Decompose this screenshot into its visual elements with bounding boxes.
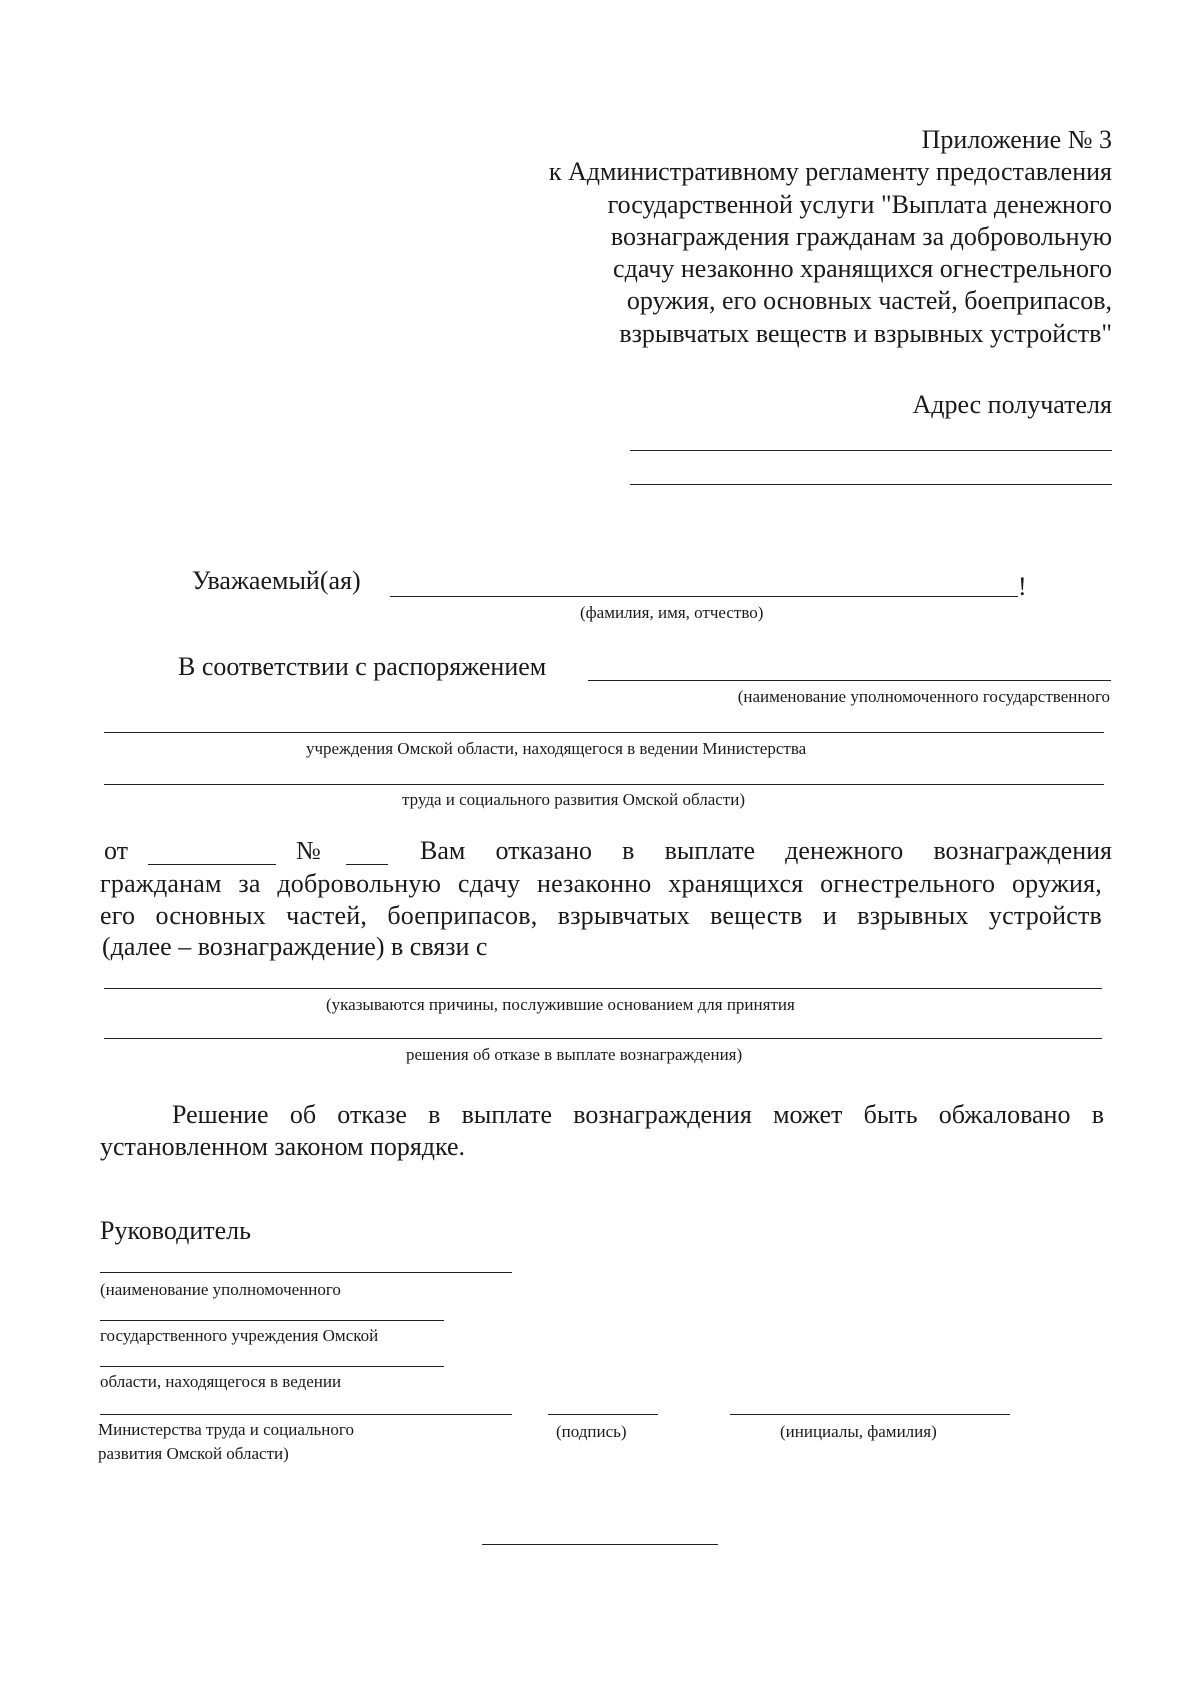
greeting-exclamation: ! (1018, 572, 1027, 601)
appendix-title: Приложение № 3 (921, 125, 1112, 154)
order-blank-line (104, 732, 1104, 733)
greeting-label: Уважаемый(ая) (192, 566, 361, 595)
order-caption: труда и социального развития Омской области) (402, 790, 745, 809)
signature-blank-line (548, 1414, 658, 1415)
fio-caption: (фамилия, имя, отчество) (580, 603, 764, 622)
org-blank-line (100, 1414, 512, 1415)
address-blank-line (630, 484, 1112, 485)
appendix-line: вознаграждения гражданам за добровольную (610, 221, 1112, 251)
order-caption: учреждения Омской области, находящегося в ведении Министерства (306, 739, 807, 758)
date-label: от (104, 836, 129, 865)
order-blank-line (588, 680, 1111, 681)
number-blank-line (346, 864, 388, 865)
org-caption: развития Омской области) (98, 1444, 289, 1463)
signature-caption: (подпись) (556, 1422, 627, 1441)
org-blank-line (100, 1272, 512, 1273)
org-caption: области, находящегося в ведении (100, 1372, 342, 1391)
appeal-text: Решение об отказе в выплате вознаграждения может быть обжаловано в (172, 1100, 1104, 1129)
reason-blank-line (104, 1038, 1102, 1039)
appendix-header (549, 124, 1112, 350)
number-sign: № (296, 836, 321, 865)
org-caption: государственного учреждения Омской (100, 1326, 379, 1345)
org-caption: (наименование уполномоченного (100, 1280, 341, 1299)
org-blank-line (100, 1366, 444, 1367)
recipient-address-label: Адрес получателя (912, 390, 1112, 419)
refusal-text: его основных частей, боеприпасов, взрывчатых веществ и взрывных устройств (100, 901, 1102, 930)
appendix-line: к Административному регламенту предоставления (548, 157, 1112, 187)
appeal-text: установленном законом порядке. (100, 1132, 466, 1161)
appendix-line: оружия, его основных частей, боеприпасов, (626, 286, 1112, 316)
date-blank-line (148, 864, 276, 865)
order-caption: (наименование уполномоченного государственного (737, 687, 1110, 706)
name-blank-line (730, 1414, 1010, 1415)
name-caption: (инициалы, фамилия) (780, 1422, 937, 1441)
order-blank-line (104, 784, 1104, 785)
bottom-blank-line (482, 1544, 718, 1545)
org-caption: Министерства труда и социального (98, 1420, 354, 1439)
appendix-line: государственной услуги "Выплата денежного (607, 189, 1112, 219)
fio-blank-line (390, 596, 1018, 597)
reason-blank-line (104, 988, 1102, 989)
appendix-line: взрывчатых веществ и взрывных устройств" (619, 318, 1112, 348)
refusal-text: Вам отказано в выплате денежного вознаграждения (420, 836, 1112, 865)
address-blank-line (630, 450, 1112, 451)
refusal-text: гражданам за добровольную сдачу незаконно хранящихся огнестрельного оружия, (100, 869, 1102, 898)
order-label: В соответствии с распоряжением (178, 652, 547, 681)
refusal-text: (далее – вознаграждение) в связи с (102, 932, 488, 961)
reason-caption: решения об отказе в выплате вознаграждения) (406, 1045, 743, 1064)
reason-caption: (указываются причины, послужившие основанием для принятия (326, 995, 795, 1014)
head-label: Руководитель (100, 1216, 251, 1245)
appendix-line: сдачу незаконно хранящихся огнестрельного (613, 254, 1112, 284)
org-blank-line (100, 1320, 444, 1321)
